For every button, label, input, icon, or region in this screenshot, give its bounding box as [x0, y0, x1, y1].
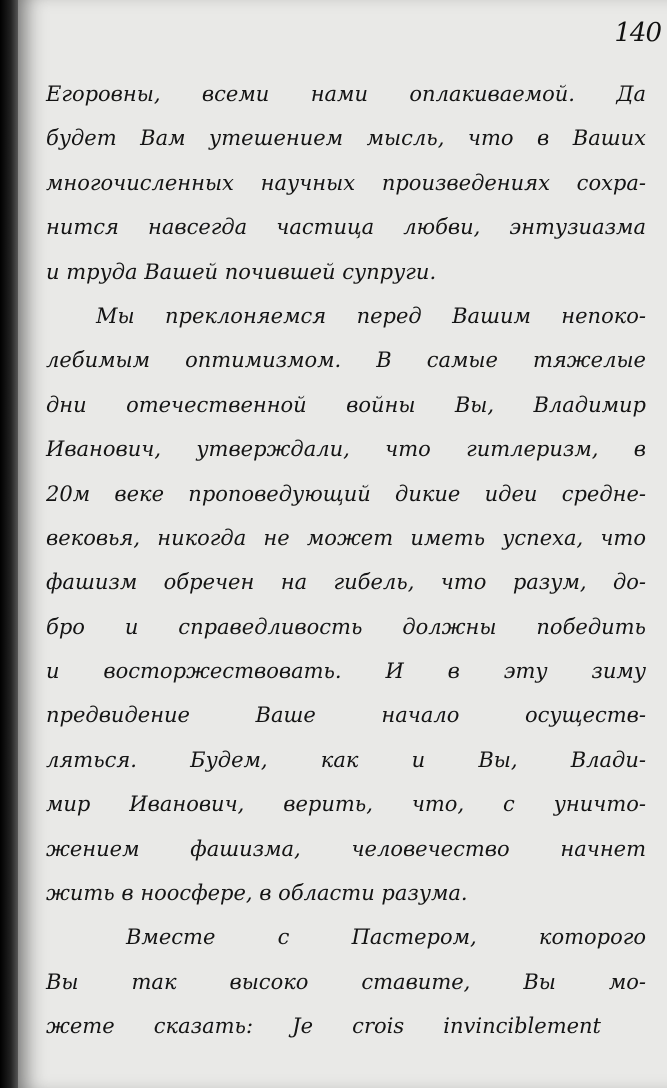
text-line-17: мир Иванович, верить, что, с уничто- [46, 792, 646, 817]
text-line-8: дни отечественной войны Вы, Владимир [46, 392, 646, 417]
text-line-13: бро и справедливость должны победить [46, 614, 646, 639]
text-line-21: Вы так высоко ставите, Вы мо- [46, 969, 646, 994]
text-line-18: жением фашизма, человечество начнет [46, 836, 646, 861]
text-line-12: фашизм обречен на гибель, что разум, до- [46, 570, 646, 595]
text-line-4: нится навсегда частица любви, энтузиазма [46, 215, 646, 240]
text-line-14: и восторжествовать. И в эту зиму [46, 659, 646, 684]
text-line-5: и труда Вашей почившей супруги. [46, 259, 437, 284]
text-line-20: Вместе с Пастером, которого [126, 925, 646, 950]
text-line-10: 20м веке проповедующий дикие идеи средне- [46, 481, 646, 506]
scan-left-edge [0, 0, 18, 1088]
text-line-22: жете сказать: Je crois invinciblement [46, 1014, 601, 1039]
page-number: 140 [614, 18, 661, 48]
text-line-19: жить в ноосфере, в области разума. [46, 881, 468, 906]
text-line-2: будет Вам утешением мысль, что в Ваших [46, 126, 646, 151]
text-line-11: вековья, никогда не может иметь успеха, что [46, 525, 646, 550]
text-line-3: многочисленных научных произведениях сохра- [46, 170, 646, 195]
text-line-15: предвидение Ваше начало осуществ- [46, 703, 646, 728]
handwritten-text [46, 72, 646, 1049]
text-line-9: Иванович, утверждали, что гитлеризм, в [46, 437, 646, 462]
text-line-6: Мы преклоняемся перед Вашим непоко- [96, 303, 646, 328]
text-line-1: Егоровны, всеми нами оплакиваемой. Да [46, 82, 646, 106]
text-line-16: ляться. Будем, как и Вы, Влади- [46, 747, 646, 772]
text-line-7: лебимым оптимизмом. В самые тяжелые [46, 348, 646, 373]
